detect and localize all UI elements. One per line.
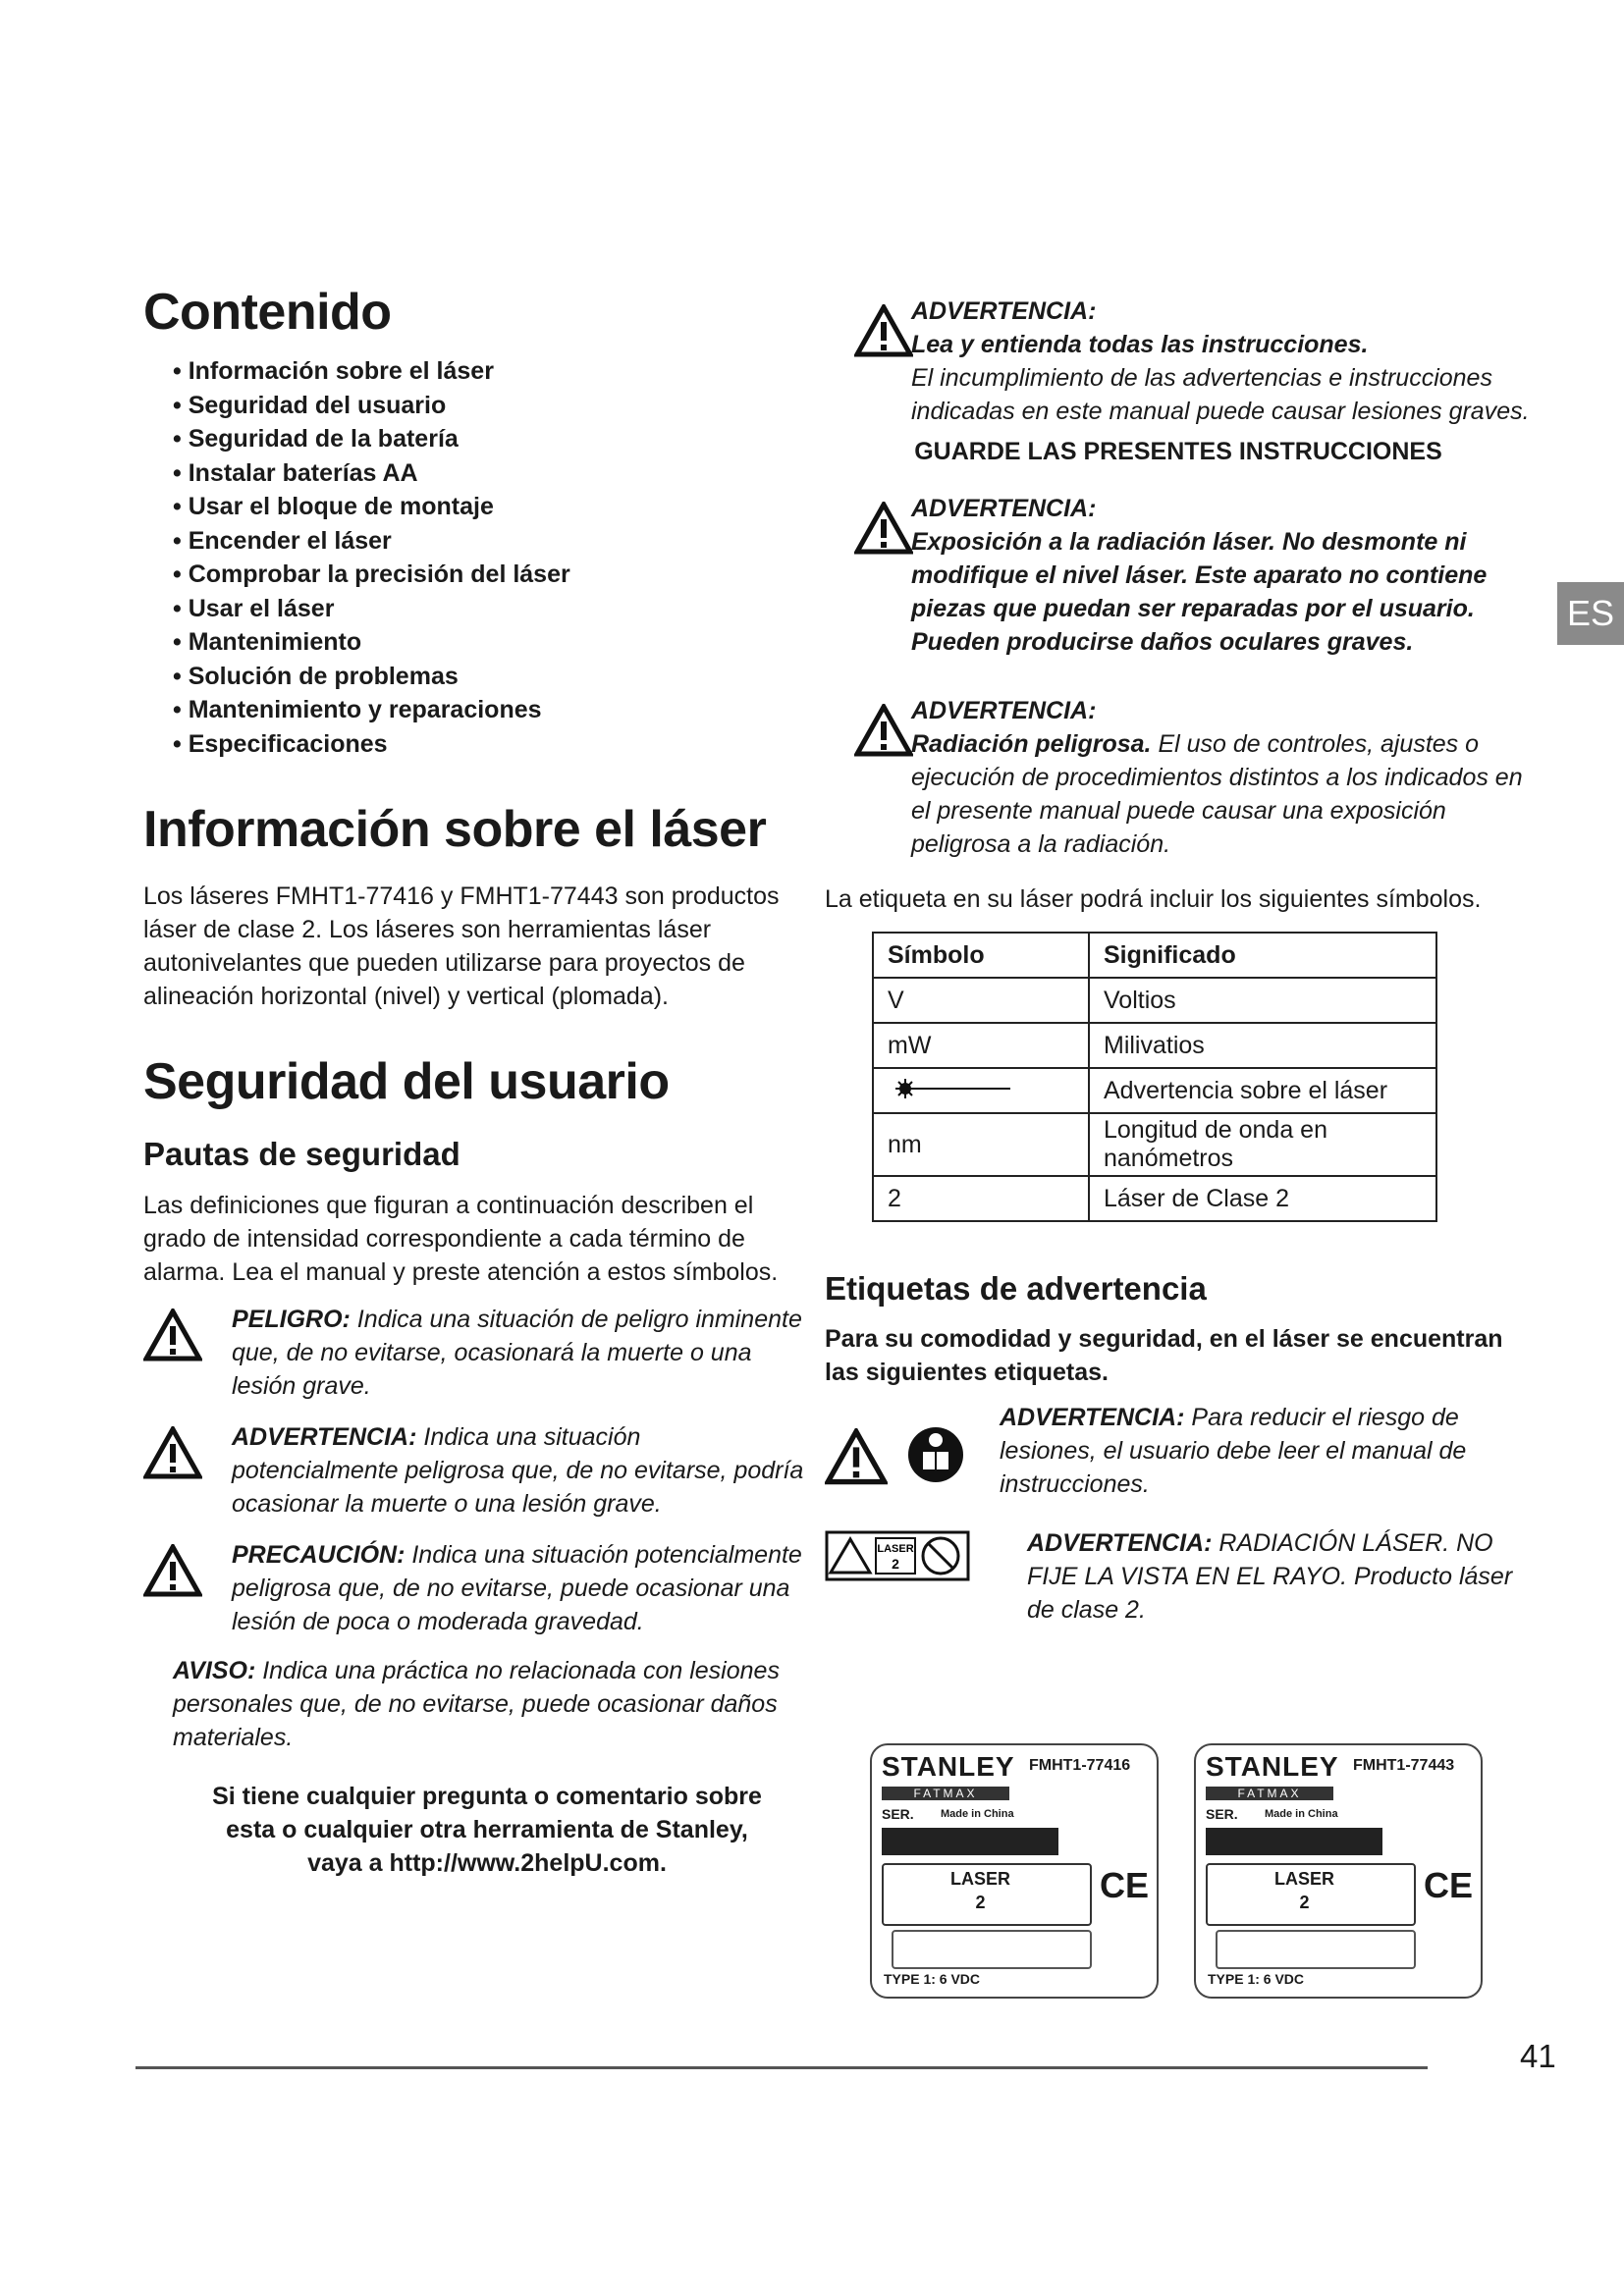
table-cell: Milivatios bbox=[1089, 1023, 1436, 1068]
notice-definition bbox=[173, 1654, 811, 1754]
caution-text: Indica una situación potencialmente peligrosa que, de no evitarse, puede ocasionar una lesión de poca o moderada gravedad. bbox=[232, 1541, 802, 1636]
laser-info-title: Información sobre el láser bbox=[143, 801, 767, 859]
power-spec: TYPE 1: 6 VDC bbox=[1208, 1971, 1305, 1987]
toc-title: Contenido bbox=[143, 284, 392, 341]
table-header-cell: Significado bbox=[1089, 933, 1436, 978]
product-label bbox=[1194, 1743, 1483, 1999]
table-cell: 2 bbox=[873, 1176, 1089, 1221]
table-cell bbox=[873, 1068, 1089, 1113]
warning-text: El uso de controles, ajustes o ejecución de procedimientos distintos a los indicados en el presente manual puede causar una exposición peligrosa a la radiación. bbox=[911, 730, 1523, 858]
notice-label: AVISO: bbox=[173, 1657, 256, 1685]
origin-label: Made in China bbox=[1265, 1808, 1338, 1820]
laser-class-label-icon bbox=[825, 1530, 970, 1586]
laser-class-text: LASER 2 bbox=[1274, 1869, 1335, 1912]
warning-laser-exposure bbox=[825, 492, 1532, 659]
table-cell: V bbox=[873, 978, 1089, 1023]
warning-title: ADVERTENCIA: bbox=[911, 495, 1097, 522]
right-column bbox=[825, 294, 1532, 1627]
safety-guidelines-title: Pautas de seguridad bbox=[143, 1135, 460, 1172]
table-cell: mW bbox=[873, 1023, 1089, 1068]
left-column bbox=[143, 285, 811, 1880]
warning-triangle-icon bbox=[143, 1544, 202, 1597]
power-spec: TYPE 1: 6 VDC bbox=[884, 1971, 981, 1987]
laser-class-text: LASER 2 bbox=[950, 1869, 1011, 1912]
toc-list bbox=[173, 354, 811, 761]
warning-triangle-icon bbox=[143, 1426, 202, 1479]
toc-item: • Información sobre el láser bbox=[173, 354, 811, 389]
laser-info-text: Los láseres FMHT1-77416 y FMHT1-77443 son productos láser de clase 2. Los láseres son herramientas láser autonivelantes que pueden utilizarse para proyectos de alineación horizontal (nivel) y vertical (plomada). bbox=[143, 882, 780, 1011]
footer-rule bbox=[135, 2066, 1428, 2069]
table-header-row bbox=[873, 933, 1436, 978]
danger-text: Indica una situación de peligro inminente que, de no evitarse, ocasionará la muerte o una lesión grave. bbox=[232, 1306, 802, 1401]
caution-label: PRECAUCIÓN: bbox=[232, 1541, 406, 1570]
barcode-bar bbox=[882, 1828, 1058, 1855]
warning-text: El incumplimiento de las advertencias e instrucciones indicadas en este manual puede causar lesiones graves. bbox=[911, 364, 1530, 425]
label-warning-manual bbox=[825, 1401, 1532, 1509]
label-warning-title: ADVERTENCIA: bbox=[1000, 1403, 1185, 1431]
toc-item: • Solución de problemas bbox=[173, 660, 811, 694]
table-row bbox=[873, 1023, 1436, 1068]
toc-item: • Comprobar la precisión del láser bbox=[173, 558, 811, 592]
product-line: FATMAX bbox=[882, 1787, 1009, 1800]
origin-label: Made in China bbox=[941, 1808, 1014, 1820]
label-warning-title: ADVERTENCIA: bbox=[1027, 1528, 1213, 1557]
svg-text:2: 2 bbox=[892, 1555, 899, 1572]
label-warning-laser bbox=[825, 1526, 1532, 1627]
product-line: FATMAX bbox=[1206, 1787, 1333, 1800]
table-row bbox=[873, 1176, 1436, 1221]
danger-definition bbox=[143, 1303, 811, 1403]
spec-box bbox=[1216, 1930, 1416, 1969]
warning-bold-text: Lea y entienda todas las instrucciones. bbox=[911, 331, 1369, 358]
model-number: FMHT1-77443 bbox=[1353, 1757, 1455, 1774]
product-label bbox=[870, 1743, 1159, 1999]
warning-title: ADVERTENCIA: bbox=[911, 297, 1097, 325]
label-warning-text: RADIACIÓN LÁSER. NO FIJE LA VISTA EN EL RAYO. Producto láser de clase 2. bbox=[1027, 1528, 1513, 1624]
table-cell: Voltios bbox=[1089, 978, 1436, 1023]
toc-item: • Usar el láser bbox=[173, 592, 811, 626]
toc-item: • Seguridad del usuario bbox=[173, 389, 811, 423]
ce-mark: CE bbox=[1100, 1865, 1150, 1905]
table-cell: Advertencia sobre el láser bbox=[1089, 1068, 1436, 1113]
language-tab: ES bbox=[1557, 582, 1624, 645]
warning-label: ADVERTENCIA: bbox=[232, 1423, 417, 1452]
warning-definition bbox=[143, 1420, 811, 1521]
read-manual-icon bbox=[905, 1424, 966, 1490]
table-cell: nm bbox=[873, 1113, 1089, 1176]
warning-triangle-icon bbox=[825, 1428, 888, 1490]
table-row bbox=[873, 1113, 1436, 1176]
warning-text: Indica una situación potencialmente peligrosa que, de no evitarse, podría ocasionar la muerte o una lesión grave. bbox=[232, 1423, 804, 1519]
svg-text:LASER: LASER bbox=[877, 1542, 914, 1555]
barcode-bar bbox=[1206, 1828, 1382, 1855]
caution-definition bbox=[143, 1538, 811, 1638]
table-row bbox=[873, 1068, 1436, 1113]
brand-logo: STANLEY bbox=[1206, 1751, 1339, 1782]
symbol-table bbox=[872, 932, 1437, 1222]
page-number: 41 bbox=[1520, 2038, 1556, 2074]
warning-triangle-icon bbox=[854, 704, 913, 757]
warning-triangle-icon bbox=[143, 1308, 202, 1362]
warning-bold-text: Exposición a la radiación láser. No desmonte ni modifique el nivel láser. Este aparato no contiene piezas que puedan ser reparadas por el usuario. Pueden producirse daños oculares graves. bbox=[911, 528, 1488, 656]
warning-labels-intro: Para su comodidad y seguridad, en el láser se encuentran las siguientes etiquetas. bbox=[825, 1324, 1503, 1386]
model-number: FMHT1-77416 bbox=[1029, 1757, 1131, 1774]
toc-item: • Seguridad de la batería bbox=[173, 422, 811, 456]
toc-item: • Instalar baterías AA bbox=[173, 456, 811, 491]
warning-labels-title: Etiquetas de advertencia bbox=[825, 1270, 1207, 1307]
brand-logo: STANLEY bbox=[882, 1751, 1015, 1782]
spec-box bbox=[892, 1930, 1092, 1969]
save-instructions: GUARDE LAS PRESENTES INSTRUCCIONES bbox=[914, 438, 1442, 465]
serial-label: SER. bbox=[1206, 1806, 1238, 1822]
warning-triangle-icon bbox=[854, 304, 913, 357]
safety-intro: Las definiciones que figuran a continuación describen el grado de intensidad correspondiente a cada término de alarma. Lea el manual y preste atención a estos símbolos. bbox=[143, 1192, 779, 1287]
ce-mark: CE bbox=[1424, 1865, 1474, 1905]
warning-triangle-icon bbox=[854, 502, 913, 555]
notice-text: Indica una práctica no relacionada con lesiones personales que, de no evitarse, puede ocasionar daños materiales. bbox=[173, 1657, 780, 1752]
table-header-cell: Símbolo bbox=[873, 933, 1089, 978]
toc-item: • Encender el láser bbox=[173, 524, 811, 559]
toc-item: • Mantenimiento bbox=[173, 625, 811, 660]
table-cell: Longitud de onda en nanómetros bbox=[1089, 1113, 1436, 1176]
label-warning-text: Para reducir el riesgo de lesiones, el usuario debe leer el manual de instrucciones. bbox=[1000, 1403, 1467, 1498]
table-cell: Láser de Clase 2 bbox=[1089, 1176, 1436, 1221]
toc-item: • Especificaciones bbox=[173, 727, 811, 762]
contact-text: Si tiene cualquier pregunta o comentario sobre esta o cualquier otra herramienta de Stanley, vaya a http://www.2helpU.com. bbox=[212, 1783, 762, 1878]
warning-bold-text: Radiación peligrosa. bbox=[911, 730, 1152, 758]
warning-read-instructions bbox=[825, 294, 1532, 428]
serial-label: SER. bbox=[882, 1806, 914, 1822]
toc-item: • Usar el bloque de montaje bbox=[173, 490, 811, 524]
label-intro: La etiqueta en su láser podrá incluir los siguientes símbolos. bbox=[825, 885, 1482, 913]
user-safety-title: Seguridad del usuario bbox=[143, 1053, 670, 1111]
warning-hazardous-radiation bbox=[825, 694, 1532, 861]
toc-item: • Mantenimiento y reparaciones bbox=[173, 693, 811, 727]
danger-label: PELIGRO: bbox=[232, 1306, 351, 1334]
table-row bbox=[873, 978, 1436, 1023]
laser-beam-icon bbox=[888, 1079, 1015, 1098]
warning-title: ADVERTENCIA: bbox=[911, 697, 1097, 724]
